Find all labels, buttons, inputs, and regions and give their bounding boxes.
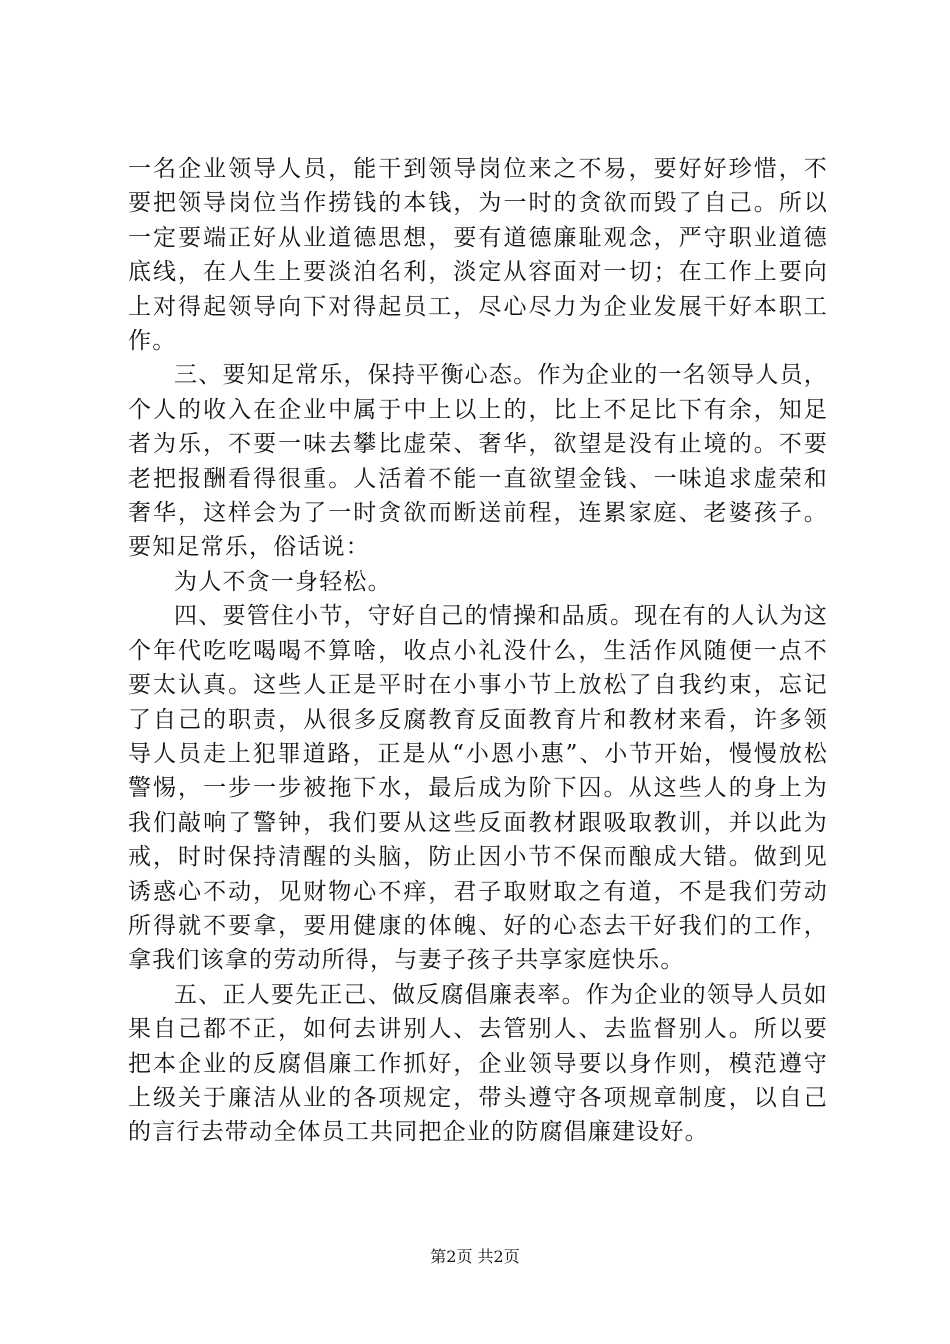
paragraph-5: 五、正人要先正己、做反腐倡廉表率。作为企业的领导人员如果自己都不正，如何去讲别人、去管别人、去监督别人。所以要把本企业的反腐倡廉工作抓好，企业领导要以身作则，模范遵守上级关于廉洁从业的各项规定，带头遵守各项规章制度，以自己的言行去带动全体员工共同把企业的防腐倡廉建设好。 (128, 981, 828, 1146)
paragraph-3: 为人不贪一身轻松。 (174, 568, 392, 595)
paragraph-1: 一名企业领导人员，能干到领导岗位来之不易，要好好珍惜，不要把领导岗位当作捞钱的本钱，为一时的贪欲而毁了自己。所以一定要端正好从业道德思想，要有道德廉耻观念，严守职业道德底线，在人生上要淡泊名利，淡定从容面对一切；在工作上要向上对得起领导向下对得起员工，尽心尽力为企业发展干好本职工作。 (128, 156, 828, 355)
document-body (128, 152, 828, 1150)
page-footer: 第2页 共2页 (430, 1247, 520, 1266)
paragraph-4: 四、要管住小节，守好自己的情操和品质。现在有的人认为这个年代吃吃喝喝不算啥，收点小礼没什么，生活作风随便一点不要太认真。这些人正是平时在小事小节上放松了自我约束，忘记了自己的职责，从很多反腐教育反面教育片和教材来看，许多领导人员走上犯罪道路，正是从“小恩小惠”、小节开始，慢慢放松警惕，一步一步被拖下水，最后成为阶下囚。从这些人的身上为我们敲响了警钟，我们要从这些反面教材跟吸取教训，并以此为戒，时时保持清醒的头脑，防止因小节不保而酿成大错。做到见诱惑心不动，见财物心不痒，君子取财取之有道，不是我们劳动所得就不要拿，要用健康的体魄、好的心态去干好我们的工作，拿我们该拿的劳动所得，与妻子孩子共享家庭快乐。 (128, 603, 828, 974)
paragraph-2: 三、要知足常乐，保持平衡心态。作为企业的一名领导人员，个人的收入在企业中属于中上以上的，比上不足比下有余，知足者为乐，不要一味去攀比虚荣、奢华，欲望是没有止境的。不要老把报酬看得很重。人活着不能一直欲望金钱、一味追求虚荣和奢华，这样会为了一时贪欲而断送前程，连累家庭、老婆孩子。要知足常乐，俗话说： (128, 362, 828, 561)
